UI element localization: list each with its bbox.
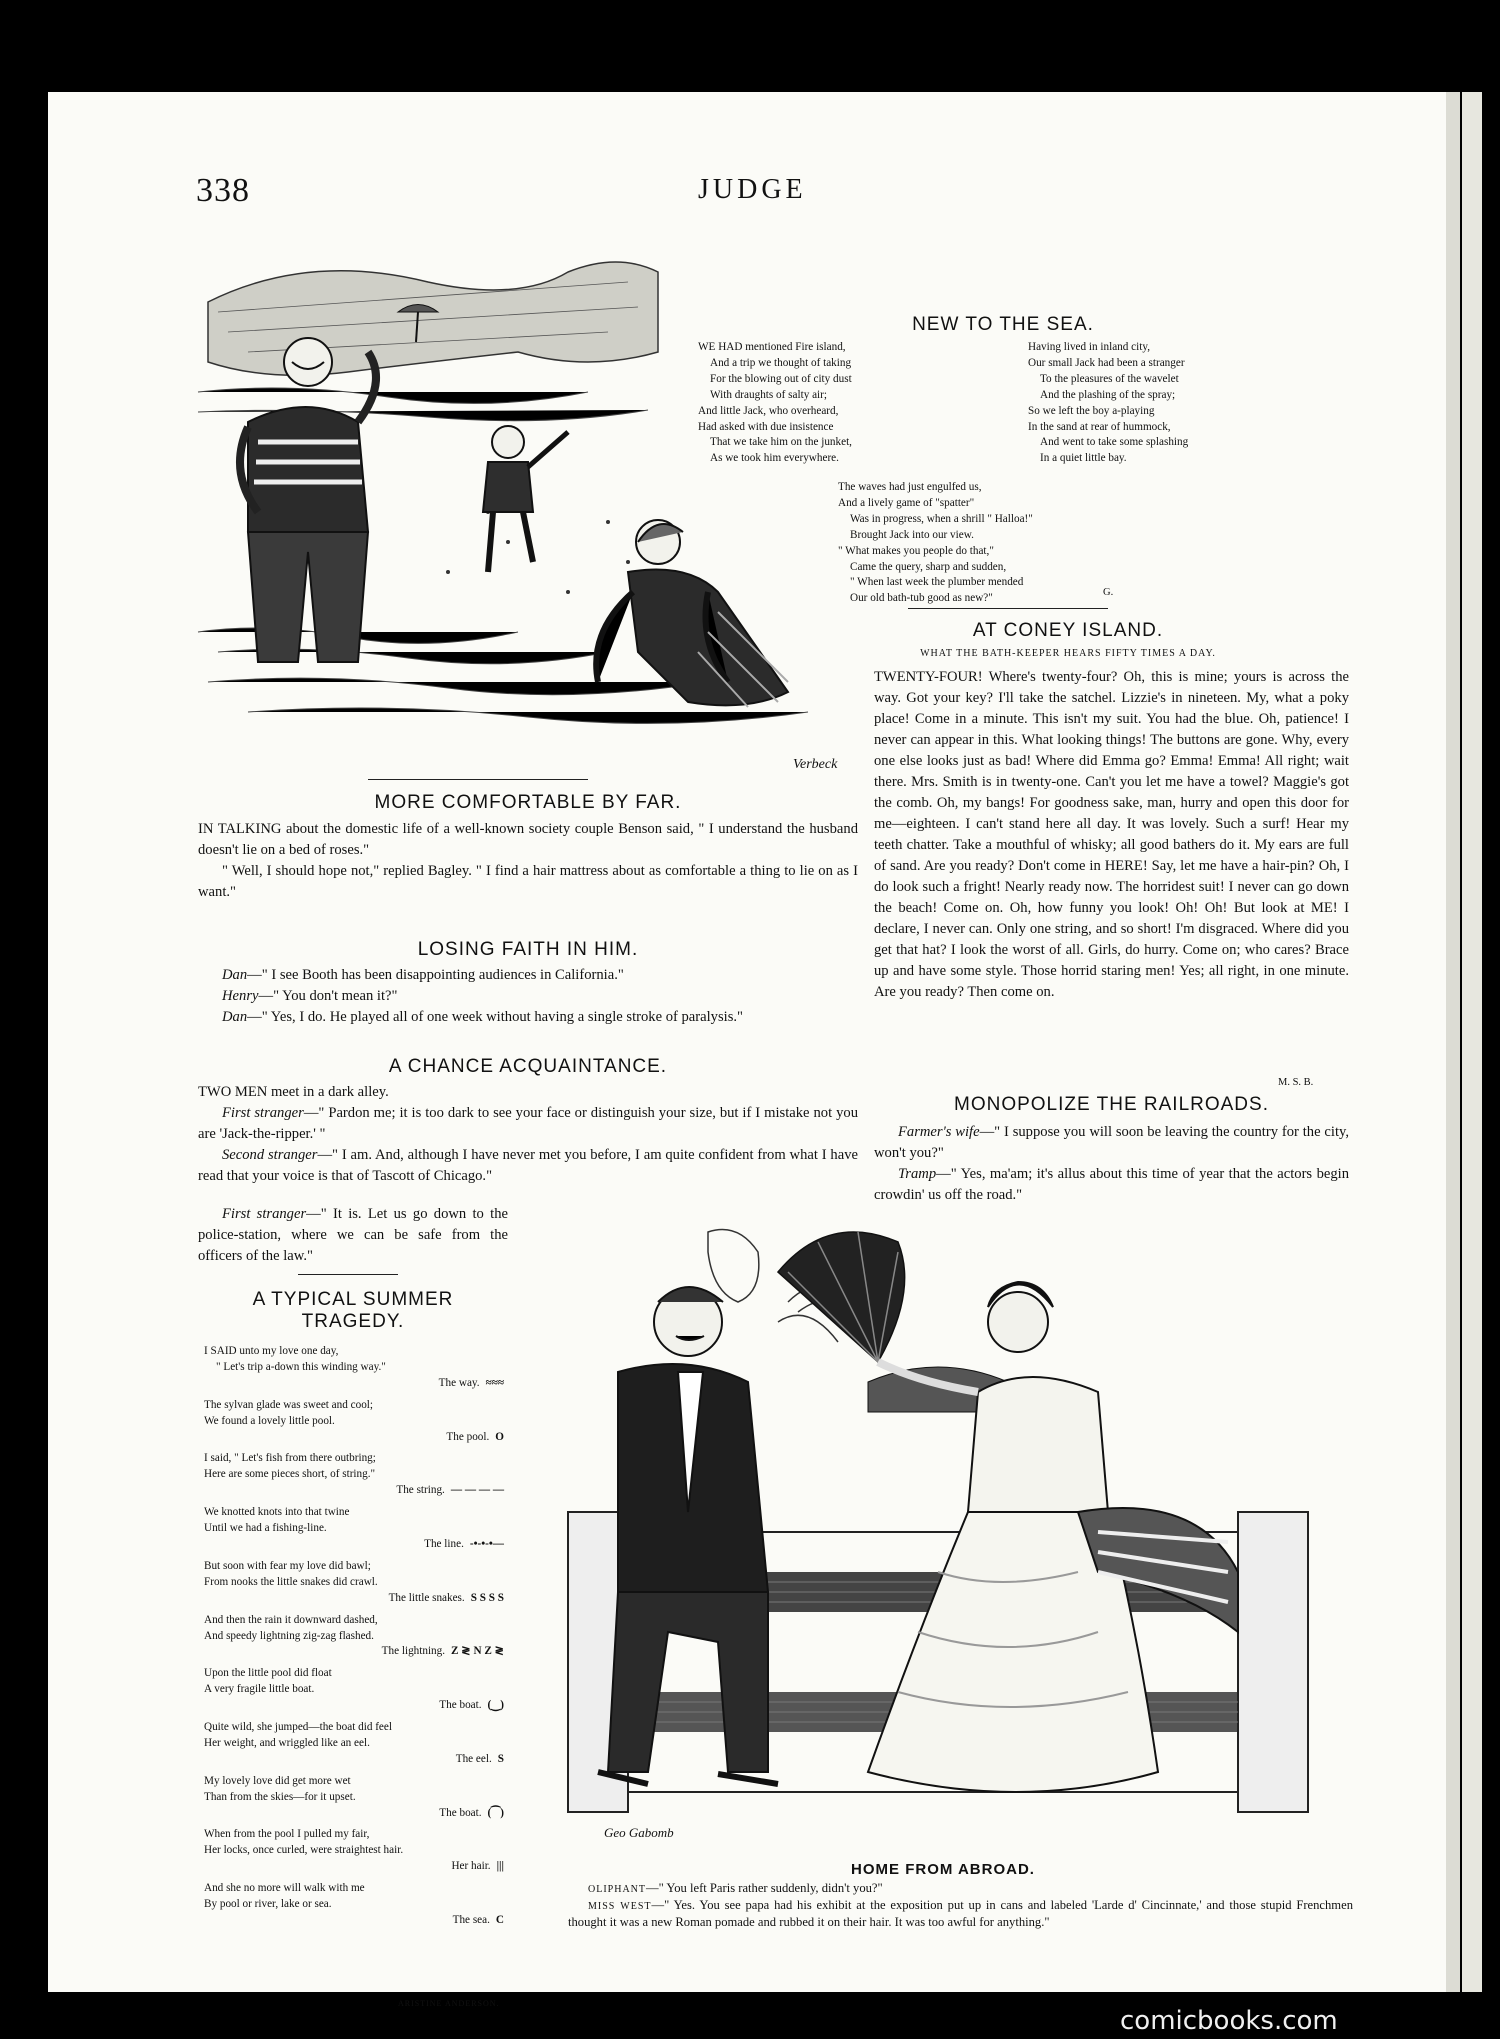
verse-refrain (204, 1752, 544, 1768)
paragraph: IN TALKING about the domestic life of a well-known society couple Benson said, " I understand the husband doesn't lie on a bed of roses." (198, 821, 858, 858)
refrain-label: The pool. (446, 1430, 490, 1443)
refrain-label: The line. (424, 1537, 464, 1550)
tragedy-stanza (204, 1774, 544, 1822)
verse-line: Than from the skies—for it upset. (204, 1790, 356, 1803)
verse-line: " What makes you people do that," (838, 544, 994, 557)
new-to-the-sea-signature: G. (1103, 587, 1114, 598)
losing-faith-title: LOSING FAITH IN HIM. (417, 939, 639, 960)
verse-line: I SAID unto my love one day, (204, 1345, 339, 1357)
refrain-glyph: (‿) (487, 1699, 504, 1712)
dialogue: —" You left Paris rather suddenly, didn't you?" (646, 1881, 883, 1895)
refrain-glyph: Z ≷ N Z ≷ (451, 1645, 504, 1658)
refrain-label: The little snakes. (388, 1591, 465, 1604)
summer-tragedy-signature: ARISTINE ANDERSON. (398, 1999, 500, 2008)
verse-line: As we took him everywhere. (710, 452, 839, 465)
tragedy-stanza (204, 1344, 544, 1392)
verse-refrain (204, 1806, 544, 1822)
verse-line: Came the query, sharp and sudden, (850, 560, 1007, 573)
refrain-glyph: C (495, 1914, 504, 1926)
verse-line: And she no more will walk with me (204, 1882, 365, 1895)
verse-line: For the blowing out of city dust (710, 372, 852, 385)
home-from-abroad-title: HOME FROM ABROAD. (851, 1861, 1035, 1878)
tragedy-stanza (204, 1881, 544, 1929)
verse-line: My lovely love did get more wet (204, 1774, 351, 1787)
refrain-label: The boat. (439, 1699, 482, 1712)
verse-refrain (204, 1698, 544, 1714)
dialogue: —" I suppose you will soon be leaving the country for the city, won't you?" (874, 1124, 1350, 1161)
verse-line: We found a lovely little pool. (204, 1414, 335, 1427)
verse-line: Was in progress, when a shrill " Halloa!" (850, 512, 1033, 525)
verse-line: And a trip we thought of taking (710, 356, 852, 369)
tragedy-stanza (204, 1559, 544, 1607)
verse-line: " Let's trip a-down this winding way." (216, 1360, 386, 1373)
verse-line: Her weight, and wriggled like an eel. (204, 1736, 370, 1749)
verse-line: Having lived in inland city, (1028, 341, 1151, 353)
new-to-the-sea-col1 (698, 340, 852, 467)
parlor-illustration (538, 1212, 1348, 1852)
refrain-label: The eel. (455, 1752, 492, 1765)
page-number: 338 (196, 172, 250, 209)
tragedy-stanza (204, 1666, 544, 1714)
refrain-glyph: S S S S (470, 1591, 504, 1604)
verse-line: And little Jack, who overheard, (698, 404, 839, 417)
verse-line: Our small Jack had been a stranger (1028, 356, 1185, 369)
verse-line: And the plashing of the spray; (1040, 388, 1176, 401)
tragedy-stanza (204, 1505, 544, 1553)
dialogue: —" You don't mean it?" (258, 988, 398, 1004)
verse-line: In the sand at rear of hummock, (1028, 420, 1171, 433)
refrain-glyph: O (495, 1430, 504, 1443)
verse-line: Had asked with due insistence (698, 420, 834, 433)
verse-line: The sylvan glade was sweet and cool; (204, 1398, 374, 1411)
dialogue: —" Yes. You see papa had his exhibit at the exposition put up in cans and labeled 'Larde d' Cincinnate,' and those stupid Frenchmen thought it was a new Roman pomade and rubbed it on their hair. It was too awful for anything." (568, 1898, 1353, 1929)
new-to-the-sea-col2 (1028, 340, 1188, 467)
refrain-glyph: (⁀) (487, 1806, 504, 1819)
verse-refrain (204, 1591, 544, 1607)
title-line: TRAGEDY. (301, 1311, 405, 1332)
verse-line: Our old bath-tub good as new?" (850, 592, 993, 605)
verse-line: With draughts of salty air; (710, 388, 827, 401)
speaker: OLIPHANT (588, 1884, 646, 1895)
speaker: Farmer's wife (898, 1124, 980, 1140)
railroads-title: MONOPOLIZE THE RAILROADS. (954, 1094, 1269, 1115)
coney-island-title: AT CONEY ISLAND. (972, 620, 1164, 641)
more-comfortable-text (198, 819, 858, 903)
refrain-label: The string. (396, 1484, 445, 1497)
chance-acquaintance-title: A CHANCE ACQUAINTANCE. (388, 1056, 668, 1077)
page-spine (1446, 92, 1460, 1992)
verse-line: Upon the little pool did float (204, 1667, 332, 1680)
beach-illustration (188, 212, 888, 772)
verse-line: Here are some pieces short, of string." (204, 1468, 376, 1481)
dialogue: —" Pardon me; it is too dark to see your face or distinguish your size, but if I mistake not you are 'Jack-the-ripper.' " (198, 1105, 858, 1142)
coney-island-subtitle: WHAT THE BATH-KEEPER HEARS FIFTY TIMES A DAY. (920, 648, 1216, 659)
speaker: Henry (222, 988, 259, 1004)
verse-line: Until we had a fishing-line. (204, 1522, 327, 1535)
verse-line: WE HAD mentioned Fire island, (698, 341, 846, 353)
speaker: Dan (222, 967, 248, 983)
verse-line: From nooks the little snakes did crawl. (204, 1575, 378, 1588)
verse-line: That we take him on the junket, (710, 436, 852, 449)
summer-tragedy-title (198, 1289, 508, 1333)
tragedy-stanza (204, 1451, 544, 1499)
verse-line: " When last week the plumber mended (850, 576, 1024, 589)
summer-tragedy-verse (204, 1344, 544, 1935)
losing-faith-text (198, 965, 858, 1028)
verse-line: A very fragile little boat. (204, 1683, 315, 1696)
watermark: comicbooks.com (1120, 2006, 1338, 2036)
verse-line: So we left the boy a-playing (1028, 404, 1155, 417)
verse-line: Her locks, once curled, were straightest hair. (204, 1844, 404, 1857)
tragedy-stanza (204, 1827, 544, 1875)
verse-line: Brought Jack into our view. (850, 528, 974, 541)
refrain-glyph: — — — — (450, 1484, 504, 1497)
dialogue: —" It is. Let us go down to the police-station, where we can be safe from the officers of the law." (198, 1206, 508, 1264)
dialogue: —" Yes, I do. He played all of one week without having a single stroke of paralysis." (247, 1009, 743, 1025)
speaker: Dan (222, 1009, 248, 1025)
refrain-glyph: ≈≈≈ (485, 1376, 504, 1389)
verse-line: But soon with fear my love did bawl; (204, 1559, 371, 1572)
verse-refrain (204, 1644, 544, 1660)
verse-line: The waves had just engulfed us, (838, 481, 982, 493)
verse-line: By pool or river, lake or sea. (204, 1898, 332, 1911)
title-line: A TYPICAL SUMMER (252, 1289, 454, 1310)
divider (368, 779, 588, 780)
home-from-abroad-caption (568, 1880, 1353, 1931)
tragedy-stanza (204, 1720, 544, 1768)
coney-island-body: TWENTY-FOUR! Where's twenty-four? Oh, this is mine; yours is across the way. Got your key? I'll take the satchel. Lizzie's in nineteen. My, what a poky place! Come in a minute. This isn't my suit. You had the blue. Oh, patience! I never can appear in this. What looking things! The buttons are gone. Why, every one else looks just as bad! Where did Emma go? Emma! Emma! All right; wait there. Mrs. Smith is in twenty-one. Can't you let me have a towel? Maggie's got the comb. Oh, my bangs! For goodness sake, man, hurry and open this door for me—eighteen. I can't stand here all day. It was lovely. Such a surf! Hear my teeth chatter. Take a mouthful of whisky; all good bathers do it. My ears are full of sand. Are you ready? Don't come in HERE! Say, let me have a hair-pin? Oh, I do look such a fright! Nearly ready now. The horridest suit! I never can go down the beach! Come on. Oh, how funny you look! Oh! Oh! But look at ME! I declare, I never can. Only one string, and so short! I'm disgraced. Where did you get that hat? I look the worst of all. Girls, do hurry. Come on; who cares? Brace up and have some style. Those horrid staring men! Yes; all right, in one minute. Are you ready? Then come on. (874, 669, 1349, 1000)
refrain-glyph: S (497, 1752, 504, 1765)
new-to-the-sea-title: NEW TO THE SEA. (912, 314, 1094, 335)
verse-line: Quite wild, she jumped—the boat did feel (204, 1721, 392, 1734)
refrain-label: The way. (438, 1376, 480, 1389)
verse-line: When from the pool I pulled my fair, (204, 1828, 370, 1841)
chance-acquaintance-text (198, 1082, 858, 1187)
speaker: Second stranger (222, 1147, 318, 1163)
refrain-label: The boat. (439, 1806, 482, 1819)
more-comfortable-title: MORE COMFORTABLE BY FAR. (374, 792, 682, 813)
speaker: MISS WEST (588, 1901, 652, 1912)
refrain-glyph: ||| (496, 1860, 504, 1873)
divider (908, 608, 1108, 609)
railroads-text (874, 1122, 1349, 1206)
refrain-label: The lightning. (381, 1645, 446, 1658)
verse-line: And speedy lightning zig-zag flashed. (204, 1629, 374, 1642)
verse-line: We knotted knots into that twine (204, 1506, 350, 1519)
refrain-label: The sea. (452, 1914, 490, 1926)
new-to-the-sea-col3 (838, 480, 1033, 607)
verse-line: And a lively game of "spatter" (838, 496, 975, 509)
next-page-edge (1462, 92, 1482, 1992)
paragraph: TWO MEN meet in a dark alley. (198, 1084, 389, 1100)
refrain-label: Her hair. (451, 1860, 491, 1873)
speaker: Tramp (898, 1166, 937, 1182)
verse-line: I said, " Let's fish from there outbring; (204, 1452, 376, 1465)
coney-island-text (874, 667, 1349, 1003)
refrain-glyph: -•-•-•— (469, 1537, 504, 1550)
verse-refrain (204, 1913, 544, 1929)
verse-line: And went to take some splashing (1040, 436, 1189, 449)
speaker: First stranger (222, 1105, 304, 1121)
verse-refrain (204, 1537, 544, 1553)
dialogue: —" I am. And, although I have never met you before, I am quite confident from what I have read that your voice is that of Tascott of Chicago." (198, 1147, 858, 1184)
tragedy-stanza (204, 1613, 544, 1661)
dialogue: —" I see Booth has been disappointing audiences in California." (247, 967, 624, 983)
beach-illustration-signature: Verbeck (793, 757, 838, 772)
chance-acquaintance-end (198, 1204, 508, 1267)
illustration-signature: Geo Gabomb (604, 1825, 674, 1840)
verse-line: In a quiet little bay. (1040, 452, 1127, 465)
paragraph: " Well, I should hope not," replied Bagley. " I find a hair mattress about as comfortable a thing to lie on as I want." (198, 863, 858, 900)
divider (298, 1274, 398, 1275)
dialogue: —" Yes, ma'am; it's allus about this time of year that the actors begin crowdin' us off the road." (874, 1166, 1349, 1203)
magazine-page (48, 92, 1446, 2008)
speaker: First stranger (222, 1206, 307, 1222)
verse-line: To the pleasures of the wavelet (1040, 372, 1179, 385)
masthead: JUDGE (698, 174, 807, 205)
verse-refrain (204, 1376, 544, 1392)
tragedy-stanza (204, 1398, 544, 1446)
verse-refrain (204, 1430, 544, 1446)
verse-line: And then the rain it downward dashed, (204, 1613, 378, 1626)
verse-refrain (204, 1859, 544, 1875)
verse-refrain (204, 1483, 544, 1499)
coney-island-signature: M. S. B. (1278, 1077, 1314, 1088)
